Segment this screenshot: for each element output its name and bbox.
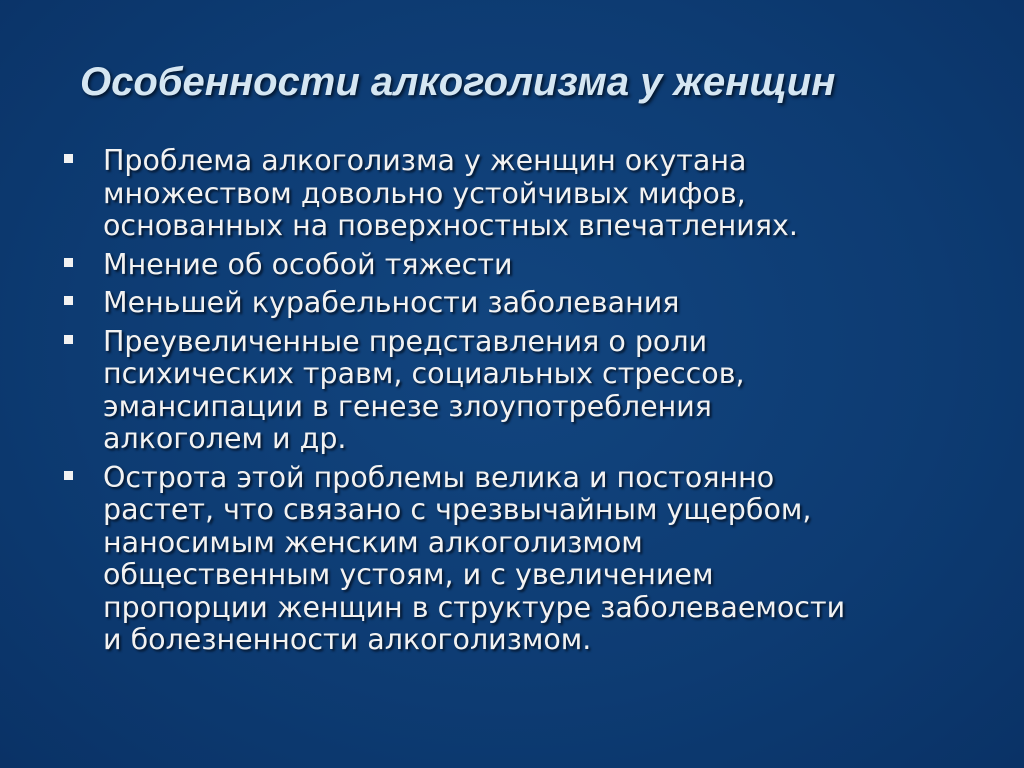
bullet-item <box>60 287 990 320</box>
square-bullet-icon <box>64 471 73 480</box>
square-bullet-icon <box>64 296 73 305</box>
bullet-text: Меньшей курабельности заболевания <box>103 286 680 319</box>
bullet-text: Преувеличенные представления о роли психических травм, социальных стрессов, эмансипации в генезе злоупотребления алкоголем и др. <box>103 324 745 455</box>
bullet-item <box>60 249 990 282</box>
square-bullet-icon <box>64 258 73 267</box>
bullet-list <box>60 145 990 663</box>
bullet-item <box>60 145 990 243</box>
slide-title: Особенности алкоголизма у женщин <box>80 60 836 104</box>
bullet-text: Проблема алкоголизма у женщин окутана множеством довольно устойчивых мифов, основанных на поверхностных впечатлениях. <box>103 144 798 242</box>
bullet-item <box>60 326 990 456</box>
square-bullet-icon <box>64 154 73 163</box>
bullet-text: Острота этой проблемы велика и постоянно растет, что связано с чрезвычайным ущербом, наносимым женским алкоголизмом общественным устоям, и с увеличением пропорции женщин в структуре заболеваемости и болезненности алкоголизмом. <box>103 460 846 656</box>
bullet-item <box>60 462 990 657</box>
square-bullet-icon <box>64 335 73 344</box>
bullet-text: Мнение об особой тяжести <box>103 247 513 281</box>
